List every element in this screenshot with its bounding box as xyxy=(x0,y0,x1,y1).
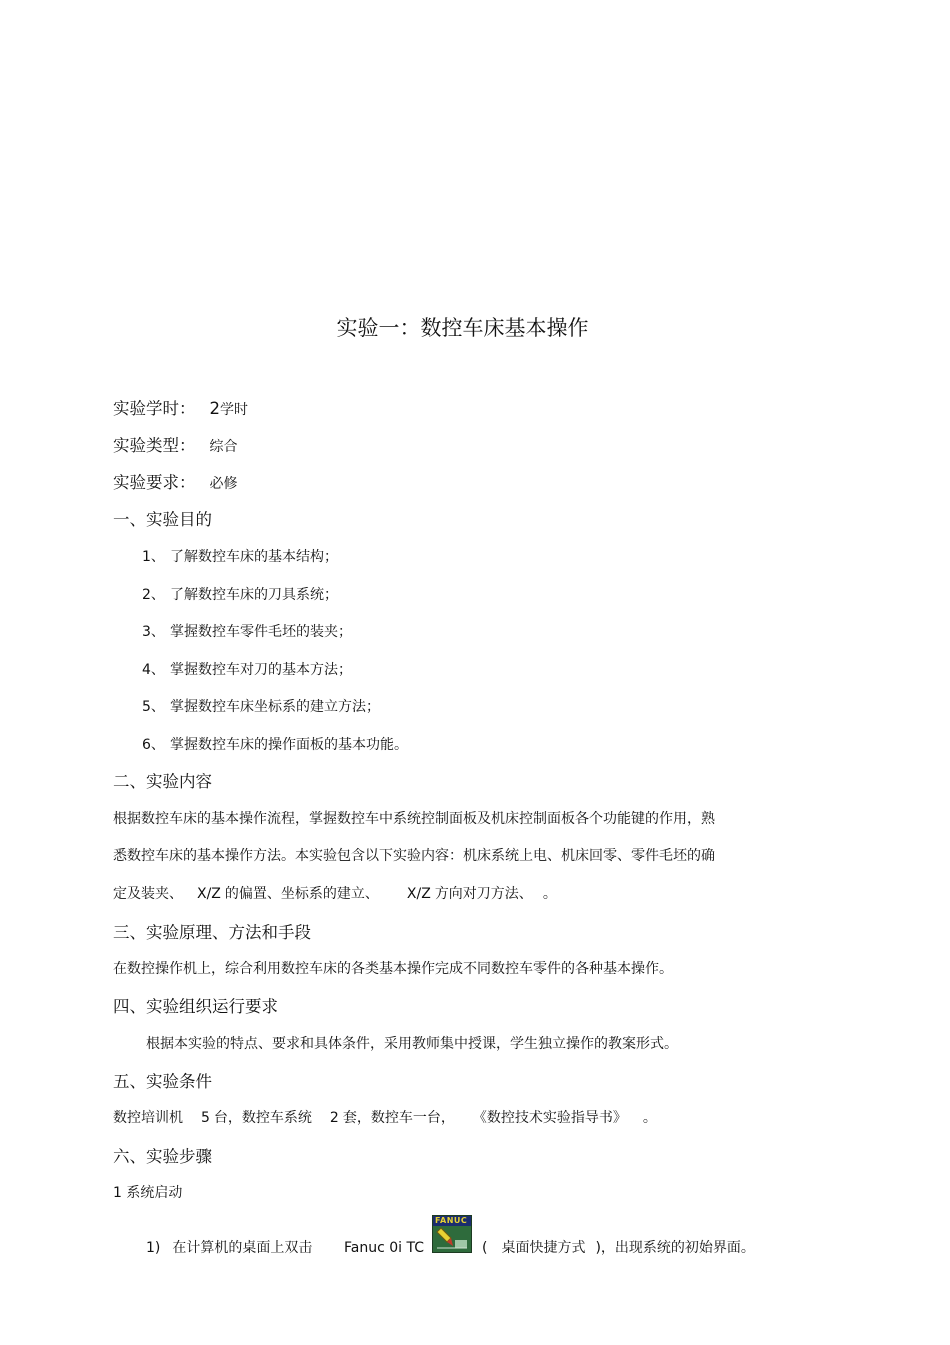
info-hours xyxy=(113,401,248,418)
info-label: 实验学时： xyxy=(113,399,196,418)
list-item: 1、 了解数控车床的基本结构； xyxy=(142,549,338,565)
paragraph-line: 数控培训机 5 台，数控车系统 2 套，数控车一台， 《数控技术实验指导书》 。 xyxy=(113,1110,657,1126)
step-software-name: Fanuc 0i TC xyxy=(344,1240,424,1256)
paragraph-line: 定及装夹、 X/Z 的偏置、坐标系的建立、 X/Z 方向对刀方法、 。 xyxy=(113,886,557,902)
list-item: 2、 了解数控车床的刀具系统； xyxy=(142,587,338,603)
paragraph-line: 根据本实验的特点、要求和具体条件，采用教师集中授课，学生独立操作的教案形式。 xyxy=(146,1036,678,1052)
paragraph-line: 在数控操作机上，综合利用数控车床的各类基本操作完成不同数控车零件的各种基本操作。 xyxy=(113,961,673,977)
info-value: 学时 xyxy=(220,402,248,418)
info-label: 实验类型： xyxy=(113,436,196,455)
sub-heading: 1 系统启动 xyxy=(113,1185,183,1201)
fanuc-shortcut-icon[interactable] xyxy=(432,1215,472,1253)
list-item: 6、 掌握数控车床的操作面板的基本功能。 xyxy=(142,737,408,753)
section-heading-organization: 四、实验组织运行要求 xyxy=(113,997,278,1016)
info-value: 必修 xyxy=(209,476,238,492)
step-line-rest: ( 桌面快捷方式 )，出现系统的初始界面。 xyxy=(482,1240,755,1256)
info-label: 实验要求： xyxy=(113,473,196,492)
icon-label-strip: FANUC xyxy=(433,1216,471,1226)
section-heading-conditions: 五、实验条件 xyxy=(113,1072,212,1091)
paragraph-line: 悉数控车床的基本操作方法。本实验包含以下实验内容：机床系统上电、机床回零、零件毛坯的确 xyxy=(113,848,715,864)
page-title: 实验一：数控车床基本操作 xyxy=(336,316,589,340)
step-line: 1) 在计算机的桌面上双击 xyxy=(146,1240,313,1256)
info-requirement xyxy=(113,475,238,492)
section-heading-objectives: 一、实验目的 xyxy=(113,510,212,529)
list-item: 5、 掌握数控车床坐标系的建立方法； xyxy=(142,699,380,715)
fanuc-pen-icon xyxy=(433,1226,471,1252)
section-heading-principles: 三、实验原理、方法和手段 xyxy=(113,923,311,942)
info-type xyxy=(113,438,238,455)
section-heading-content: 二、实验内容 xyxy=(113,772,212,791)
section-heading-steps: 六、实验步骤 xyxy=(113,1147,212,1166)
info-value-number: 2 xyxy=(209,399,220,418)
list-item: 3、 掌握数控车零件毛坯的装夹； xyxy=(142,624,352,640)
paragraph-line: 根据数控车床的基本操作流程，掌握数控车中系统控制面板及机床控制面板各个功能键的作用，熟 xyxy=(113,811,715,827)
info-value: 综合 xyxy=(209,439,238,455)
list-item: 4、 掌握数控车对刀的基本方法； xyxy=(142,662,352,678)
